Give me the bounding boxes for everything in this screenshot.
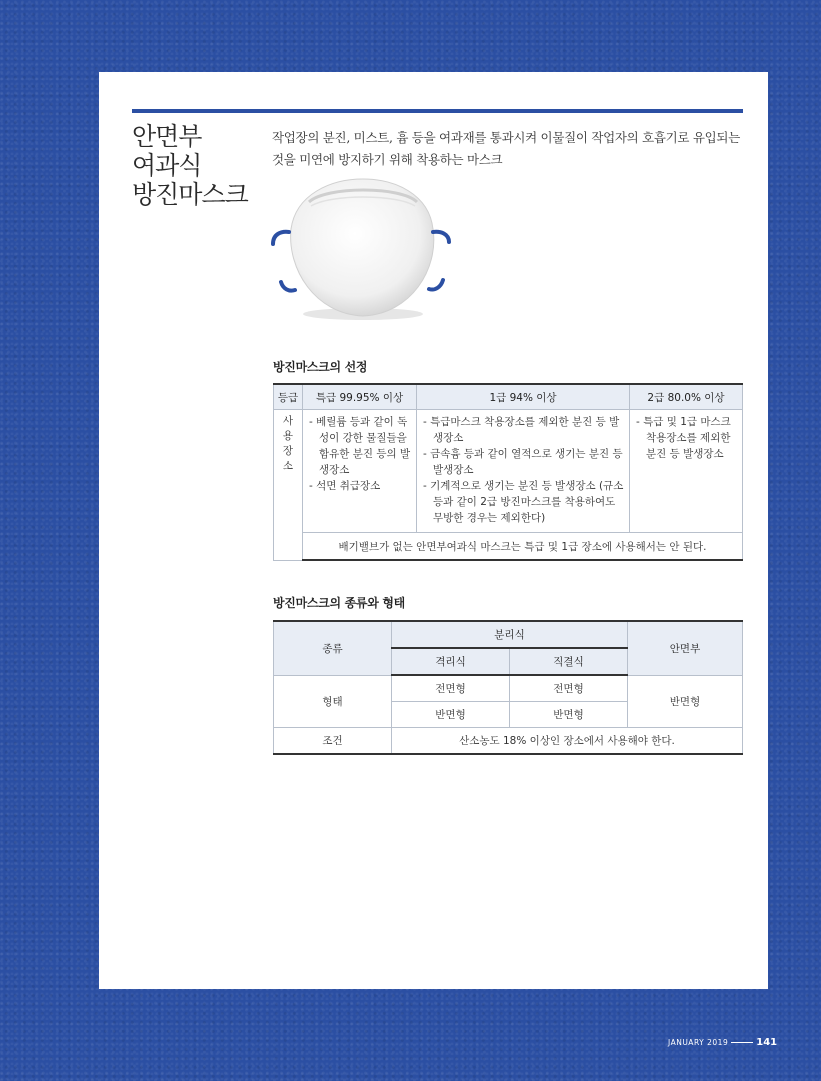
section-title-line: 안면부 — [132, 122, 202, 151]
section-title — [132, 122, 252, 209]
condition-cell: 산소농도 18% 이상인 장소에서 사용해야 한다. — [392, 728, 743, 755]
header-isolated: 격리식 — [392, 648, 510, 675]
list-item: - 특급마스크 착용장소를 제외한 분진 등 발생장소 — [423, 416, 620, 444]
header-face: 안면부 — [628, 621, 743, 675]
page-number: 141 — [756, 1037, 778, 1048]
mask-type-table — [273, 620, 743, 755]
accent-rule — [132, 109, 743, 113]
list-item: - 베릴륨 등과 같이 독성이 강한 물질들을 함유한 분진 등의 발생장소 — [309, 416, 411, 476]
cell-isolated-full: 전면형 — [392, 675, 510, 702]
description-text: 작업장의 분진, 미스트, 흄 등을 여과재를 통과시켜 이물질이 작업자의 호흡기로 유입되는 것을 미연에 방지하기 위해 착용하는 마스크 — [272, 130, 740, 167]
row-form-label: 형태 — [274, 675, 392, 728]
usage-label-char: 소 — [282, 460, 294, 472]
header-grade2: 2급 80.0% 이상 — [630, 384, 743, 410]
grade1-usage-cell — [417, 410, 630, 533]
header-type: 종류 — [274, 621, 392, 675]
page-footer — [668, 1037, 777, 1048]
header-special: 특급 99.95% 이상 — [303, 384, 417, 410]
note-cell: 배기밸브가 없는 안면부여과식 마스크는 특급 및 1급 장소에 사용해서는 안 된다. — [303, 533, 743, 561]
section-title-line: 방진마스크 — [132, 180, 248, 209]
header-grade1: 1급 94% 이상 — [417, 384, 630, 410]
usage-label-char: 장 — [282, 445, 294, 457]
cell-isolated-half: 반면형 — [392, 702, 510, 728]
header-direct: 직결식 — [510, 648, 628, 675]
special-usage-cell — [303, 410, 417, 533]
list-item: - 특급 및 1급 마스크 착용장소를 제외한 분진 등 발생장소 — [636, 416, 731, 460]
usage-label — [274, 410, 303, 561]
grade2-usage-cell — [630, 410, 743, 533]
section-title-line: 여과식 — [132, 151, 202, 180]
list-item: - 금속흄 등과 같이 열적으로 생기는 분진 등 발생장소 — [423, 448, 623, 476]
table2-title: 방진마스크의 종류와 형태 — [273, 596, 405, 610]
row-condition-label: 조건 — [274, 728, 392, 755]
list-item: - 기계적으로 생기는 분진 등 발생장소 (규소 등과 같이 2급 방진마스크를 착용하여도 무방한 경우는 제외한다) — [423, 480, 624, 524]
header-separable: 분리식 — [392, 621, 628, 648]
cell-direct-half: 반면형 — [510, 702, 628, 728]
issue-label: JANUARY 2019 — [668, 1038, 729, 1047]
usage-label-char: 용 — [282, 430, 294, 442]
cell-direct-full: 전면형 — [510, 675, 628, 702]
list-item: - 석면 취급장소 — [309, 480, 381, 492]
table1-title: 방진마스크의 선정 — [273, 360, 368, 374]
mask-selection-table — [273, 383, 743, 561]
cell-face-half: 반면형 — [628, 675, 743, 728]
header-grade: 등급 — [274, 384, 303, 410]
footer-rule — [731, 1042, 753, 1043]
page — [99, 72, 768, 989]
dust-mask-image — [271, 174, 451, 324]
usage-label-char: 사 — [282, 415, 294, 427]
